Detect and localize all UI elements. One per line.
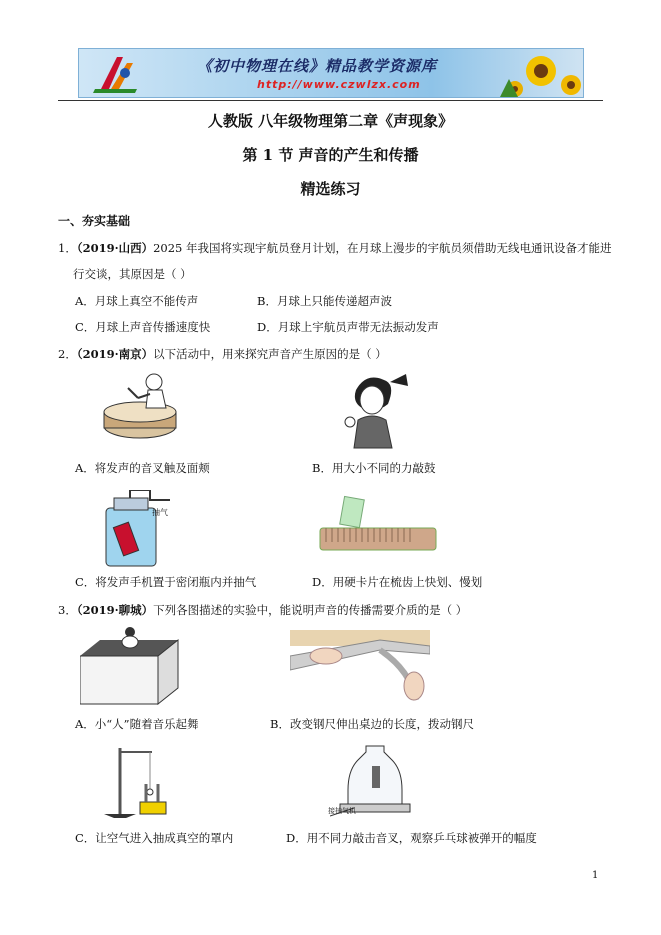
question-source: （2019·山西） bbox=[76, 241, 154, 255]
question-2-option-b: B．用大小不同的力敲鼓 bbox=[312, 461, 436, 475]
question-3-stem: 3．（2019·聊城）下列各图描述的实验中，能说明声音的传播需要介质的是（ ） bbox=[58, 603, 468, 617]
question-number: 2 bbox=[58, 347, 66, 361]
question-source: （2019·南京） bbox=[76, 347, 154, 361]
pump-label: 抽气 bbox=[152, 508, 168, 517]
question-text: 以下活动中，用来探究声音产生原因的是（ ） bbox=[153, 347, 387, 361]
question-1-stem-line-2: 行交谈，其原因是（ ） bbox=[73, 267, 192, 281]
section-heading: 一、夯实基础 bbox=[58, 214, 131, 228]
question-1-stem: 1．（2019·山西）2025 年我国将实现宇航员登月计划，在月球上漫步的宇航员须借助无线电通讯设备才能进 bbox=[58, 241, 612, 255]
question-1-option-c: C．月球上声音传播速度快 bbox=[75, 320, 211, 334]
question-3-option-c: C．让空气进入抽成真空的罩内 bbox=[75, 831, 234, 845]
figure-comb-card bbox=[318, 494, 448, 558]
question-2-option-c: C．将发声手机置于密闭瓶内并抽气 bbox=[75, 575, 257, 589]
question-text: 下列各图描述的实验中，能说明声音的传播需要介质的是（ ） bbox=[153, 603, 468, 617]
sunflower-icon bbox=[499, 56, 581, 98]
figure-drum-tuning-fork bbox=[98, 368, 188, 450]
question-2-stem: 2．（2019·南京）以下活动中，用来探究声音产生原因的是（ ） bbox=[58, 347, 387, 361]
header-rule bbox=[58, 100, 603, 101]
question-1-option-d: D．月球上宇航员声带无法振动发声 bbox=[257, 320, 439, 334]
question-number: 3 bbox=[58, 603, 66, 617]
banner-title: 《初中物理在线》精品教学资源库 bbox=[197, 57, 438, 75]
figure-phone-in-jar bbox=[100, 490, 190, 570]
figure-tuning-fork-ball bbox=[100, 744, 170, 820]
vacuum-pump-label: 接抽气机 bbox=[328, 807, 356, 815]
logo-icon bbox=[93, 57, 137, 93]
question-2-option-a: A．将发声的音叉触及面颊 bbox=[75, 461, 210, 475]
question-3-option-d: D．用不同力敲击音叉，观察乒乓球被弹开的幅度 bbox=[286, 831, 537, 845]
title-line-1: 人教版 八年级物理第二章《声现象》 bbox=[207, 112, 454, 130]
question-2-option-d: D．用硬卡片在梳齿上快划、慢划 bbox=[312, 575, 483, 589]
question-3-option-a: A．小“人”随着音乐起舞 bbox=[75, 717, 199, 731]
question-text: 2025 年我国将实现宇航员登月计划，在月球上漫步的宇航员须借助无线电通讯设备才能进 bbox=[153, 241, 612, 255]
question-number: 1 bbox=[58, 241, 66, 255]
figure-dancing-figure bbox=[80, 626, 180, 706]
figure-ruler-table bbox=[290, 630, 430, 710]
question-3-option-b: B．改变钢尺伸出桌边的长度，拨动钢尺 bbox=[270, 717, 474, 731]
header-banner bbox=[78, 48, 584, 98]
title-line-2: 第 1 节 声音的产生和传播 bbox=[242, 146, 419, 164]
banner-url: http://www.czwlzx.com bbox=[257, 78, 421, 91]
figure-girl-drum bbox=[326, 370, 416, 450]
title-line-3: 精选练习 bbox=[300, 180, 361, 198]
page-number: 1 bbox=[592, 870, 599, 881]
question-source: （2019·聊城） bbox=[76, 603, 154, 617]
question-1-option-b: B．月球上只能传递超声波 bbox=[257, 294, 392, 308]
question-1-option-a: A．月球上真空不能传声 bbox=[75, 294, 199, 308]
